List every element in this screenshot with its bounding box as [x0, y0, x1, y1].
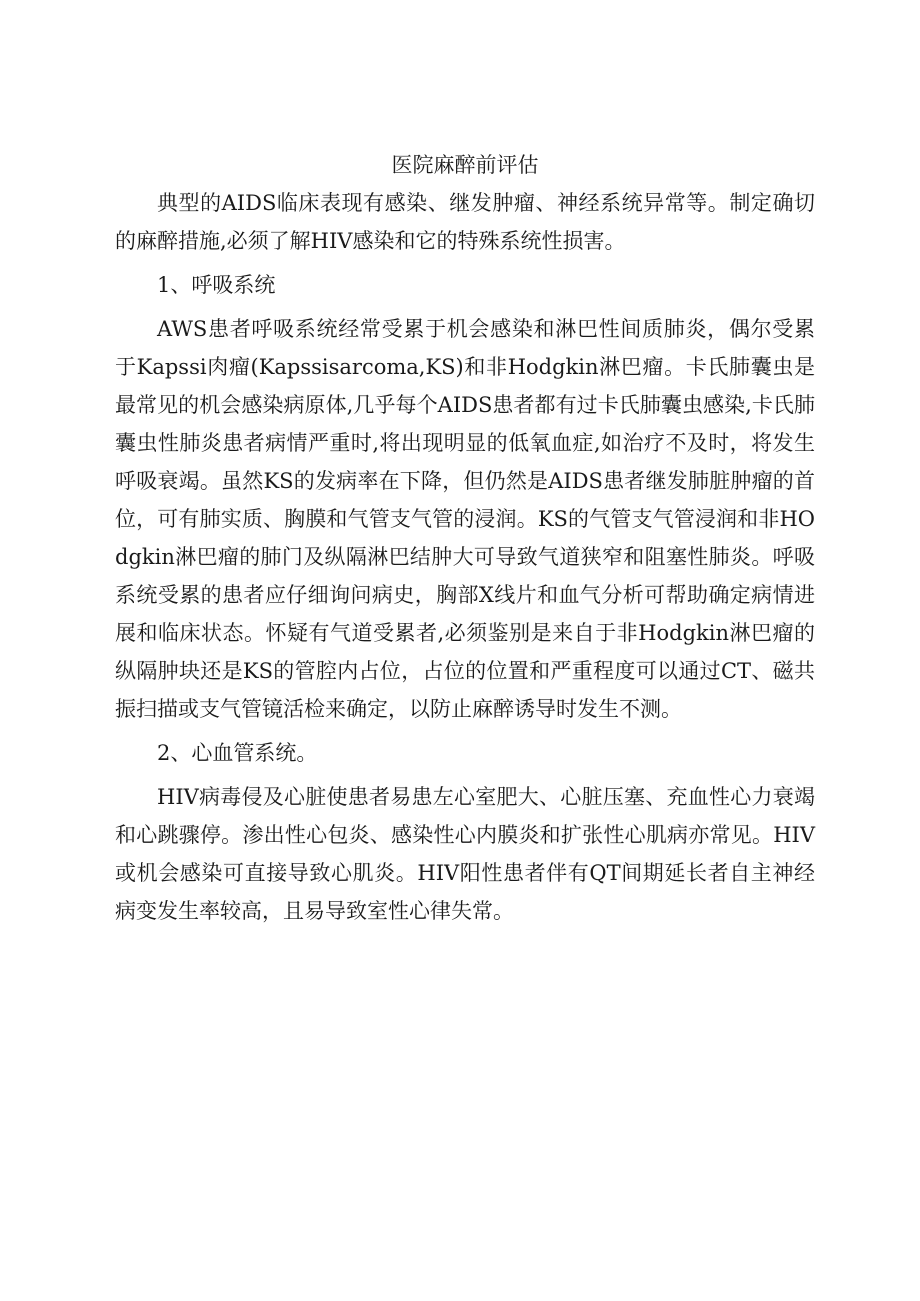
section-heading-respiratory: 1、呼吸系统 — [157, 273, 276, 297]
section-body-respiratory: AWS患者呼吸系统经常受累于机会感染和淋巴性间质肺炎，偶尔受累于Kapssi肉瘤(Kapssisarcoma,KS)和非Hodgkin淋巴瘤。卡氏肺囊虫是最常见的机会感染病原体,几乎每个AIDS患者都有过卡氏肺囊虫感染,卡氏肺囊虫性肺炎患者病情严重时,将出现明显的低氧血症,如治疗不及时，将发生呼吸衰竭。虽然KS的发病率在下降，但仍然是AIDS患者继发肺脏肿瘤的首位，可有肺实质、胸膜和气管支气管的浸润。KS的气管支气管浸润和非HOdgkin淋巴瘤的肺门及纵隔淋巴结肿大可导致气道狭窄和阻塞性肺炎。呼吸系统受累的患者应仔细询问病史，胸部X线片和血气分析可帮助确定病情进展和临床状态。怀疑有气道受累者,必须鉴别是来自于非Hodgkin淋巴瘤的纵隔肿块还是KS的管腔内占位，占位的位置和严重程度可以通过CT、磁共振扫描或支气管镜活检来确定，以防止麻醉诱导时发生不测。 — [115, 317, 815, 721]
document-content — [115, 146, 815, 930]
section-heading-cardiovascular: 2、心血管系统。 — [157, 741, 318, 765]
document-title: 医院麻醉前评估 — [391, 153, 539, 177]
section-body-cardiovascular: HIV病毒侵及心脏使患者易患左心室肥大、心脏压塞、充血性心力衰竭和心跳骤停。渗出性心包炎、感染性心内膜炎和扩张性心肌病亦常见。HIV或机会感染可直接导致心肌炎。HIV阳性患者伴有QT间期延长者自主神经病变发生率较高，且易导致室性心律失常。 — [115, 785, 815, 923]
intro-paragraph: 典型的AIDS临床表现有感染、继发肿瘤、神经系统异常等。制定确切的麻醉措施,必须了解HIV感染和它的特殊系统性损害。 — [115, 191, 815, 253]
